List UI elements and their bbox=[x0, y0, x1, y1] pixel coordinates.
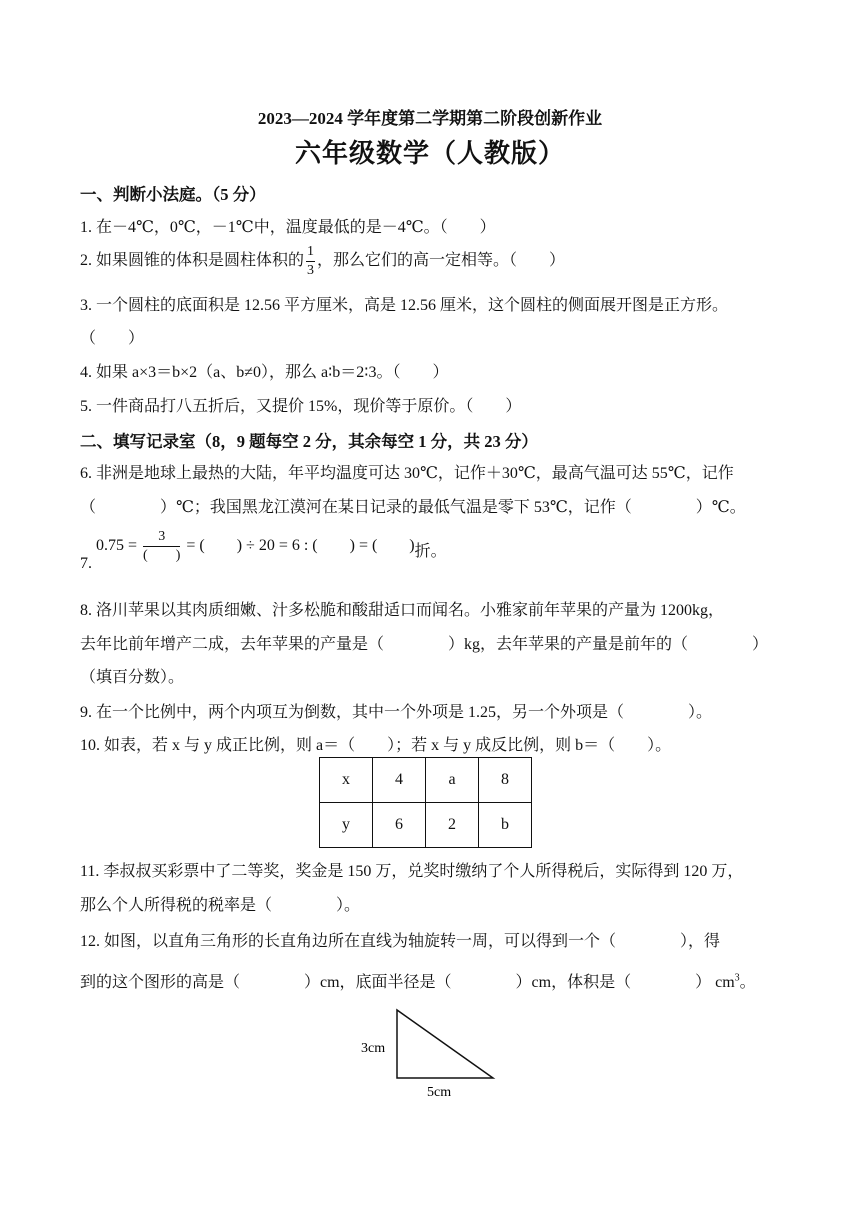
section-1-heading: 一、判断小法庭。（5 分） bbox=[80, 185, 266, 204]
triangle-base-label: 5cm bbox=[427, 1085, 452, 1100]
question-2-text-after: ，那么它们的高一定相等。（ ） bbox=[317, 252, 566, 270]
table-cell: x bbox=[320, 758, 373, 803]
question-12-line-2 bbox=[80, 969, 756, 992]
table-cell: 2 bbox=[426, 803, 479, 848]
question-1: 1. 在－4℃，0℃，－1℃中，温度最低的是－4℃。（ ） bbox=[80, 219, 496, 236]
question-8-line-1: 8. 洛川苹果以其肉质细嫩、汁多松脆和酸甜适口而闻名。小雅家前年苹果的产量为 1200kg， bbox=[80, 602, 725, 619]
question-12-text: 到的这个图形的高是（ ）cm，底面半径是（ ）cm，体积是（ ） bbox=[80, 974, 712, 991]
right-triangle-shape bbox=[397, 1010, 493, 1078]
question-7-equation: = ( ) ÷ 20 = 6 : ( ) = ( ) bbox=[186, 537, 415, 555]
question-3-line-2: （ ） bbox=[80, 330, 145, 347]
triangle-height-label: 3cm bbox=[361, 1041, 386, 1056]
question-7-label: 7. bbox=[80, 555, 92, 573]
table-row-x bbox=[320, 758, 532, 803]
question-10: 10. 如表，若 x 与 y 成正比例，则 a＝（ ）；若 x 与 y 成反比例，则 b＝（ ）。 bbox=[80, 737, 672, 754]
table-cell: 6 bbox=[373, 803, 426, 848]
question-7-tail: 折。 bbox=[414, 543, 447, 561]
table-cell: b bbox=[479, 803, 532, 848]
question-6-line-2: （ ）℃；我国黑龙江漠河在某日记录的最低气温是零下 53℃，记作（ ）℃。 bbox=[80, 499, 746, 516]
question-9: 9. 在一个比例中，两个内项互为倒数，其中一个外项是 1.25，另一个外项是（ ）。 bbox=[80, 704, 713, 721]
unit-exponent: 3 bbox=[734, 972, 740, 984]
section-2-heading: 二、填写记录室（8，9 题每空 2 分，其余每空 1 分，共 23 分） bbox=[80, 432, 538, 451]
fraction-numerator: 3 bbox=[143, 530, 180, 547]
fraction-one-third bbox=[306, 245, 315, 278]
question-12-end: 。 bbox=[739, 974, 756, 991]
question-4: 4. 如果 a×3＝b×2（a、b≠0），那么 a∶b＝2∶3。（ ） bbox=[80, 364, 449, 381]
question-11-line-1: 11. 李叔叔买彩票中了二等奖，奖金是 150 万，兑奖时缴纳了个人所得税后，实际得到 120 万， bbox=[80, 863, 744, 880]
table-cell: 4 bbox=[373, 758, 426, 803]
fraction-numerator: 1 bbox=[306, 245, 315, 262]
question-8-line-3: （填百分数）。 bbox=[80, 669, 185, 686]
table-row-y bbox=[320, 803, 532, 848]
question-7 bbox=[80, 529, 447, 573]
proportion-table bbox=[319, 757, 532, 848]
table-cell: a bbox=[426, 758, 479, 803]
table-cell: y bbox=[320, 803, 373, 848]
worksheet-subtitle: 2023—2024 学年度第二学期第二阶段创新作业 bbox=[257, 109, 603, 128]
table-cell: 8 bbox=[479, 758, 532, 803]
question-5: 5. 一件商品打八五折后，又提价 15%，现价等于原价。（ ） bbox=[80, 398, 522, 415]
question-11-line-2: 那么个人所得税的税率是（ ）。 bbox=[80, 897, 361, 914]
question-6-line-1: 6. 非洲是地球上最热的大陆，年平均温度可达 30℃，记作＋30℃，最高气温可达 55℃，记作 bbox=[80, 465, 734, 482]
fraction-denominator: ( ) bbox=[143, 548, 181, 563]
question-8-line-2: 去年比前年增产二成，去年苹果的产量是（ ）kg，去年苹果的产量是前年的（ ） bbox=[80, 636, 769, 653]
fraction-three-over-blank bbox=[143, 530, 180, 563]
right-triangle-figure bbox=[355, 1000, 515, 1110]
fraction-denominator: 3 bbox=[307, 263, 315, 278]
worksheet-title: 六年级数学（人教版） bbox=[294, 139, 565, 168]
question-2 bbox=[80, 245, 565, 278]
question-3-line-1: 3. 一个圆柱的底面积是 12.56 平方厘米，高是 12.56 厘米，这个圆柱的侧面展开图是正方形。 bbox=[80, 297, 729, 314]
question-2-text-before: 2. 如果圆锥的体积是圆柱体积的 bbox=[80, 252, 305, 270]
volume-unit: $cm^3$ bbox=[715, 972, 740, 991]
question-12-line-1: 12. 如图，以直角三角形的长直角边所在直线为轴旋转一周，可以得到一个（ ），得 bbox=[80, 933, 721, 950]
question-7-lead: 0.75 = bbox=[96, 537, 138, 555]
